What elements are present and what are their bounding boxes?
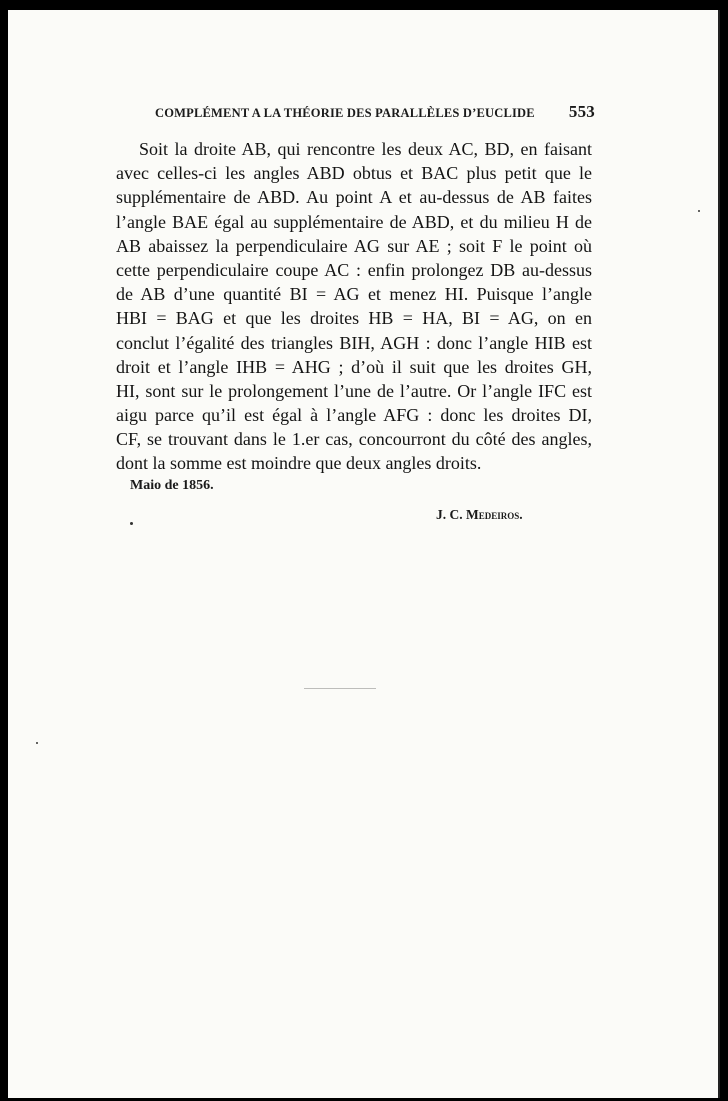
paragraph-line: Soit la droite AB, qui rencontre les deux AC, BD, en faisant [139, 139, 592, 159]
paragraph-line: HI, sont sur le prolongement l’une de l’autre. Or l’angle IFC est [116, 380, 592, 401]
paragraph-line: AB abaissez la perpendiculaire AG sur AE ; soit F le point où [116, 235, 592, 256]
book-page [8, 10, 720, 1098]
paragraph-line: de AB d’une quantité BI = AG et menez HI. Puisque l’angle [116, 284, 592, 305]
running-header [155, 102, 595, 126]
paragraph-line: dont la somme est moindre que deux angles droits. [116, 453, 482, 474]
paragraph-line: droit et l’angle IHB = AHG ; d’où il suit que les droites GH, [116, 356, 592, 377]
signature-surname: Medeiros. [466, 507, 523, 522]
paragraph-line: CF, se trouvant dans le 1.er cas, concourront du côté des angles, [116, 429, 592, 450]
bleed-rule [304, 688, 376, 689]
ink-speck [130, 522, 133, 525]
ink-speck [698, 210, 700, 212]
paragraph [116, 137, 592, 476]
ink-speck [36, 742, 38, 744]
paragraph-line: cette perpendiculaire coupe AC : enfin prolongez DB au-dessus [116, 259, 592, 280]
paragraph-line: supplémentaire de ABD. Au point A et au-dessus de AB faites [116, 187, 592, 208]
signature [436, 507, 523, 523]
running-title: COMPLÉMENT A LA THÉORIE DES PARALLÈLES D’EUCLIDE [155, 106, 535, 120]
page-number: 553 [568, 102, 595, 121]
paragraph-line: HBI = BAG et que les droites HB = HA, BI = AG, on en [116, 308, 592, 329]
show-through-bleed [248, 530, 548, 946]
paragraph-line: l’angle BAE égal au supplémentaire de ABD, et du milieu H de [116, 211, 592, 232]
paragraph-line: conclut l’égalité des triangles BIH, AGH : donc l’angle HIB est [116, 332, 592, 353]
signature-initials: J. C. [436, 507, 463, 522]
dateline: Maio de 1856. [130, 478, 214, 493]
paragraph-line: avec celles-ci les angles ABD obtus et BAC plus petit que le [116, 163, 592, 184]
paragraph-line: aigu parce qu’il est égal à l’angle AFG : donc les droites DI, [116, 405, 592, 426]
